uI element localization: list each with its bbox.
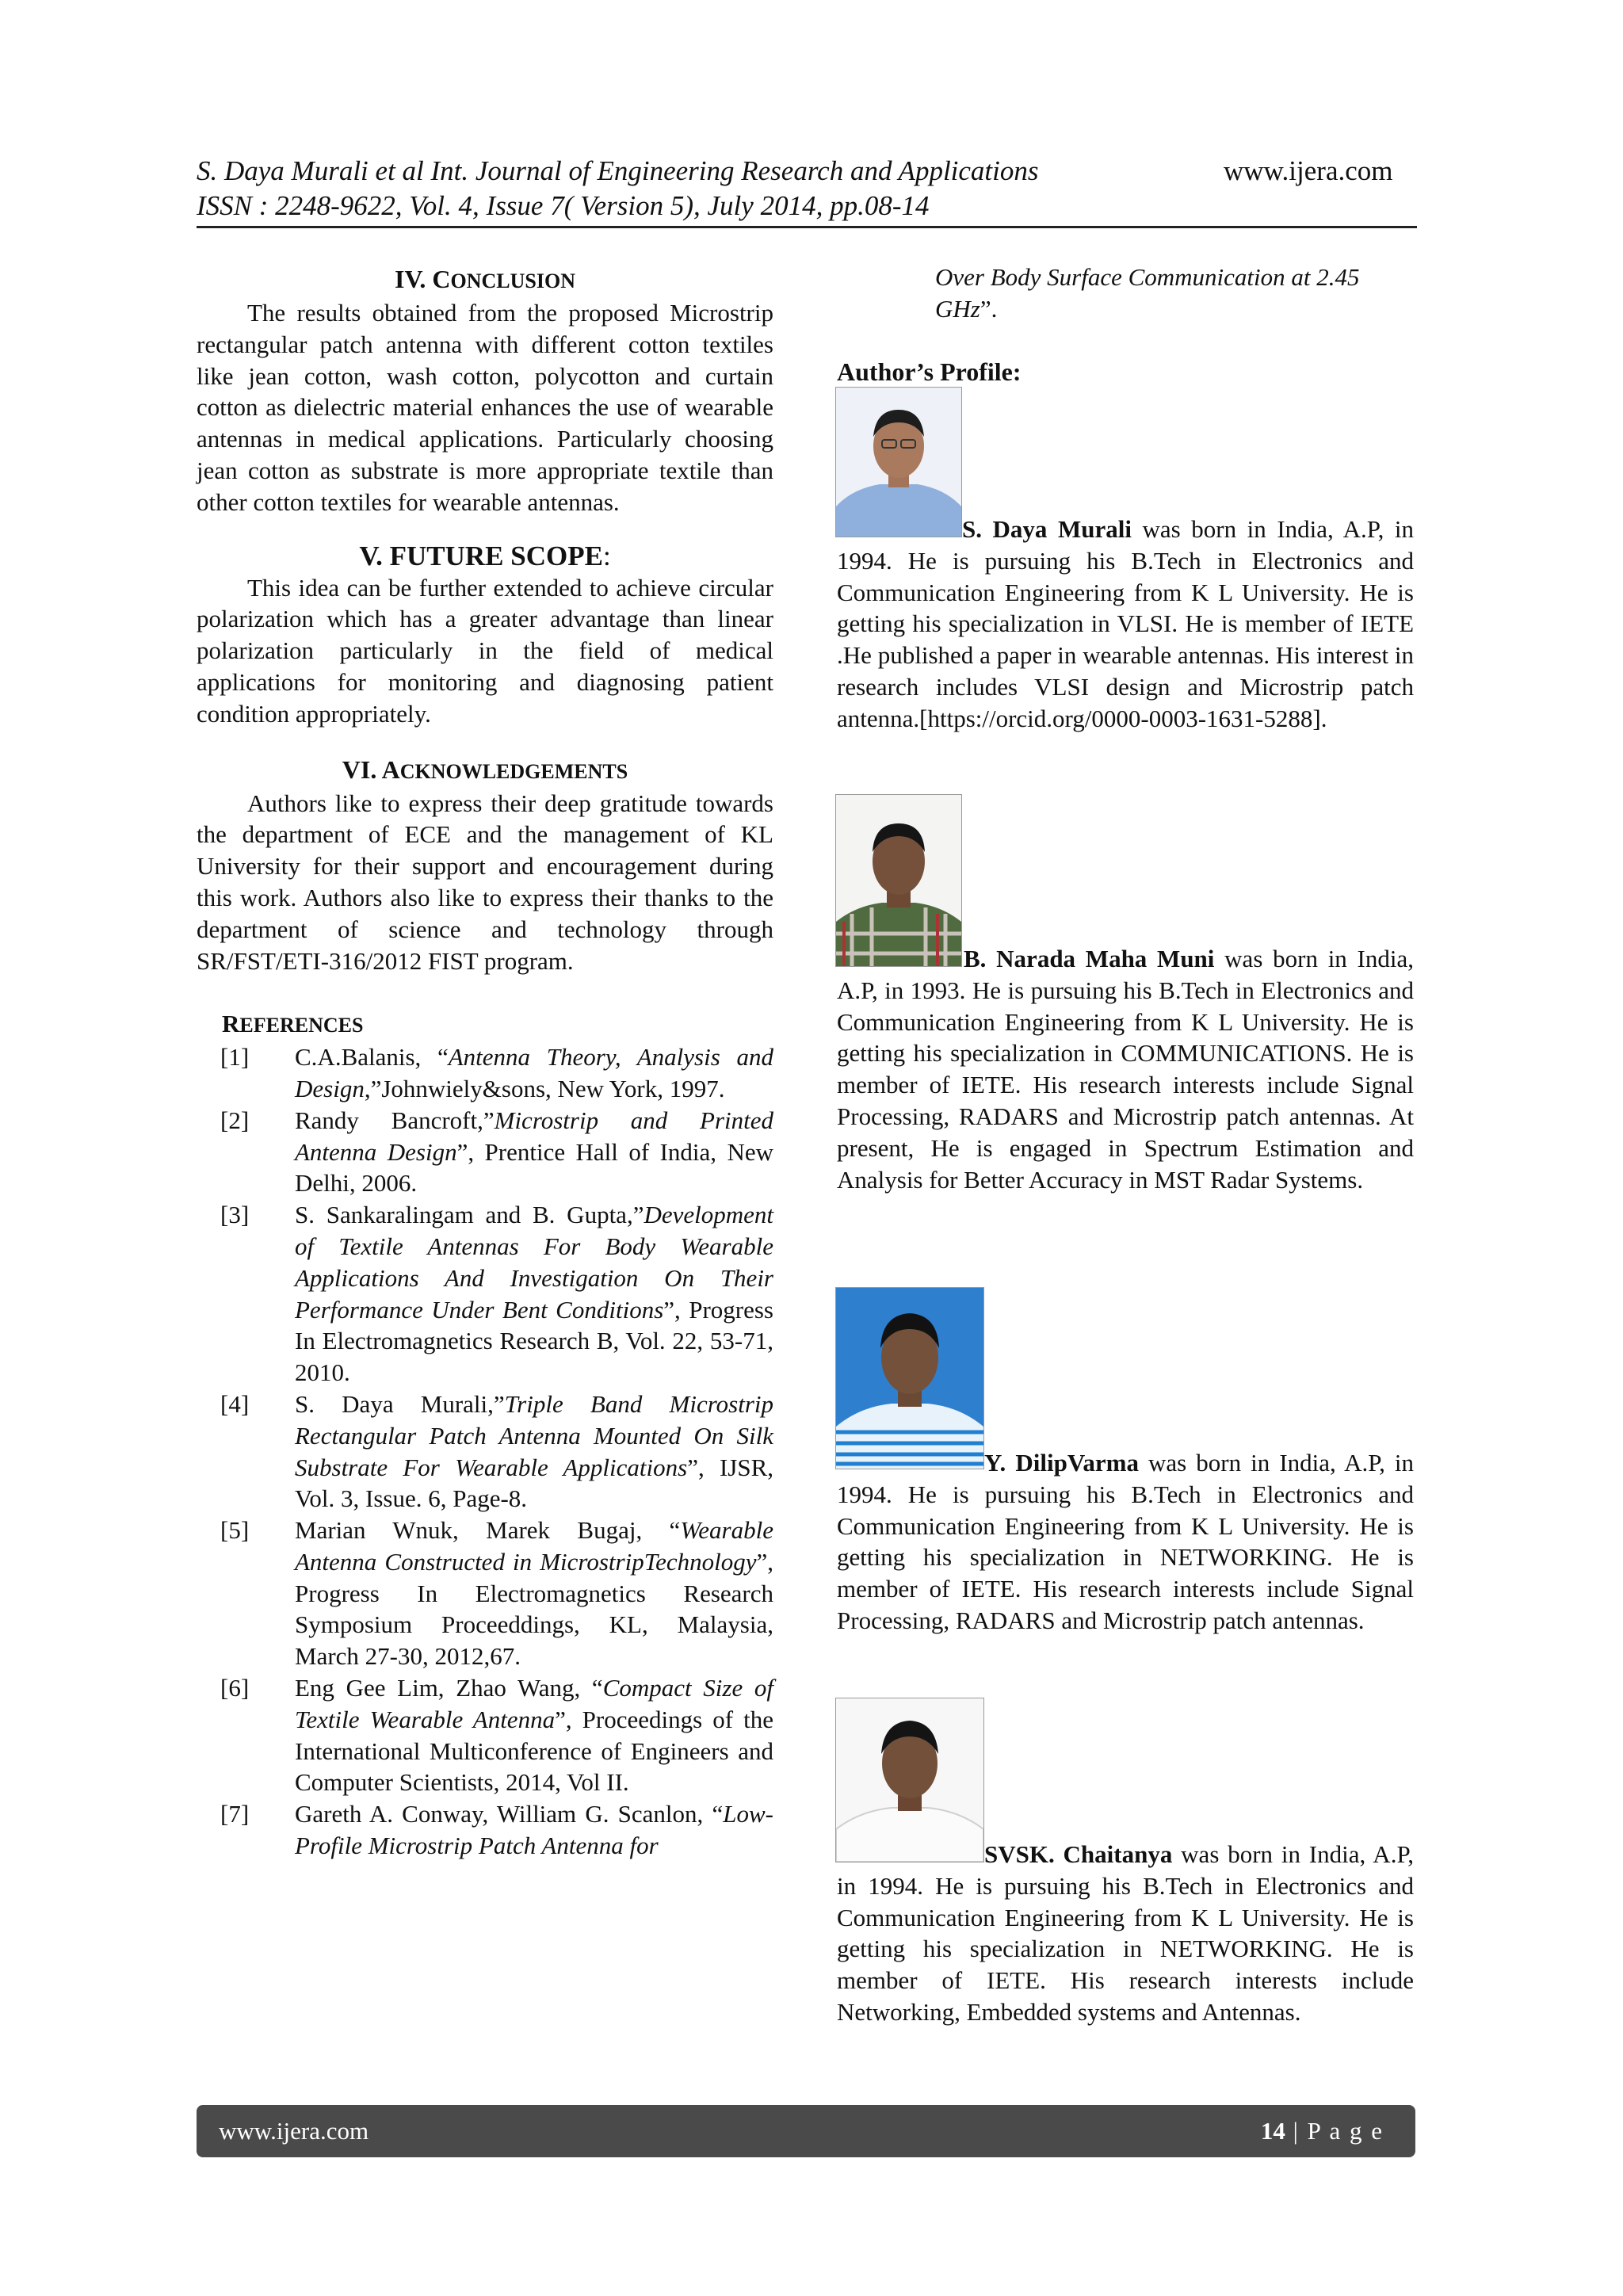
left-column [197,263,773,1862]
header-issn: ISSN : 2248-9622, Vol. 4, Issue 7( Version 5), July 2014, pp.08-14 [197,190,930,221]
author-bio-narada-maha-muni: B. Narada Maha Muni was born in India, A.P, in 1993. He is pursuing his B.Tech in Electronics and Communication Engineering from K L University. He is getting his specialization in COMMUNICATIONS. He is member of IETE. His research interests include Signal Processing, RADARS and Microstrip patch antennas. At present, He is engaged in Spectrum Estimation and Analysis for Better Accuracy in MST Radar Systems. [837,945,1415,1194]
header-rule [197,226,1417,228]
header-citation: S. Daya Murali et al Int. Journal of Engineering Research and Applications [197,155,1039,186]
references-list [197,1041,773,1862]
reference-item: [4] S. Daya Murali,”Triple Band Microstrip Rectangular Patch Antenna Mounted On Silk Substrate For Wearable Applications”, IJSR, Vol. 3, Issue. 6, Page-8. [220,1389,774,1513]
author-name: B. Narada Maha Muni [964,945,1215,972]
reference-item: [6] Eng Gee Lim, Zhao Wang, “Compact Size of Textile Wearable Antenna”, Proceedings of the International Multiconference of Engineers and Computer Scientists, 2014, Vol II. [220,1674,773,1797]
author-bio-daya-murali: S. Daya Murali was born in India, A.P, in 1994. He is pursuing his B.Tech in Electronics and Communication Engineering from K L University. He is getting his specialization in VLSI. He is member of IETE .He published a paper in wearable antennas. His interest in research includes VLSI design and Microstrip patch antenna.[https://orcid.org/0000-0003-1631-5288]. [837,515,1414,732]
author-name: S. Daya Murali [962,515,1132,543]
conclusion-heading: IV. CONCLUSION [394,265,576,293]
page-number: 14 | P a g e [1260,2117,1384,2145]
conclusion-text: The results obtained from the proposed Microstrip rectangular patch antenna with different cotton textiles like jean cotton, wash cotton, polycotton and curtain cotton as dielectric material enhances the use of wearable antennas in medical applications. Particularly choosing jean cotton as substrate is more appropriate textile than other cotton textiles for wearable antennas. [197,299,773,516]
future-scope-heading: V. FUTURE SCOPE: [359,540,611,571]
acknowledgements-heading: VI. ACKNOWLEDGEMENTS [342,755,628,784]
reference-item: [7] Gareth A. Conway, William G. Scanlon, “Low-Profile Microstrip Patch Antenna for [220,1800,773,1860]
reference-item: [2] Randy Bancroft,”Microstrip and Printed Antenna Design”, Prentice Hall of India, New Delhi, 2006. [220,1106,773,1198]
author-profile-heading: Author’s Profile: [837,357,1022,386]
reference-item: [1] C.A.Balanis, “Antenna Theory, Analysis and Design,”Johnwiely&sons, New York, 1997. [220,1043,773,1102]
page-footer [197,2105,1415,2157]
author-photo-narada-maha-muni [835,794,962,967]
author-name: SVSK. Chaitanya [984,1840,1173,1868]
header-site[interactable]: www.ijera.com [1224,155,1393,186]
reference-continuation: Over Body Surface Communication at 2.45 GHz”. [935,263,1360,323]
author-bio-svsk-chaitanya: SVSK. Chaitanya was born in India, A.P, in 1994. He is pursuing his B.Tech in Electronics and Communication Engineering from K L University. He is getting his specialization in NETWORKING. He is member of IETE. His research interests include Networking, Embedded systems and Antennas. [837,1840,1414,2026]
footer-site-link[interactable]: www.ijera.com [219,2117,369,2145]
author-photo-svsk-chaitanya [835,1698,984,1862]
author-photo-dilip-varma [835,1287,984,1469]
reference-item: [5] Marian Wnuk, Marek Bugaj, “Wearable Antenna Constructed in MicrostripTechnology”, Progress In Electromagnetics Research Symposium Proceeddings, KL, Malaysia, March 27-30, 2012,67. [220,1516,773,1671]
author-bio-dilip-varma: Y. DilipVarma was born in India, A.P, in 1994. He is pursuing his B.Tech in Electronics and Communication Engineering from K L University. He is getting his specialization in NETWORKING. He is member of IETE. His research interests include Signal Processing, RADARS and Microstrip patch antennas. [837,1449,1415,1634]
reference-item: [3] S. Sankaralingam and B. Gupta,”Development of Textile Antennas For Body Wearable Applications And Investigation On Their Performance Under Bent Conditions”, Progress In Electromagnetics Research B, Vol. 22, 53-71, 2010. [220,1201,773,1387]
references-heading: REFERENCES [222,1010,364,1038]
future-scope-text: This idea can be further extended to achieve circular polarization which has a greater advantage than linear polarization particularly in the field of medical applications for monitoring and diagnosing patient condition appropriately. [197,573,773,728]
acknowledgements-text: Authors like to express their deep gratitude towards the department of ECE and the management of KL University for their support and encouragement during this work. Authors also like to express their thanks to the department of science and technology through SR/FST/ETI-316/2012 FIST program. [197,789,773,975]
author-name: Y. DilipVarma [984,1449,1139,1477]
